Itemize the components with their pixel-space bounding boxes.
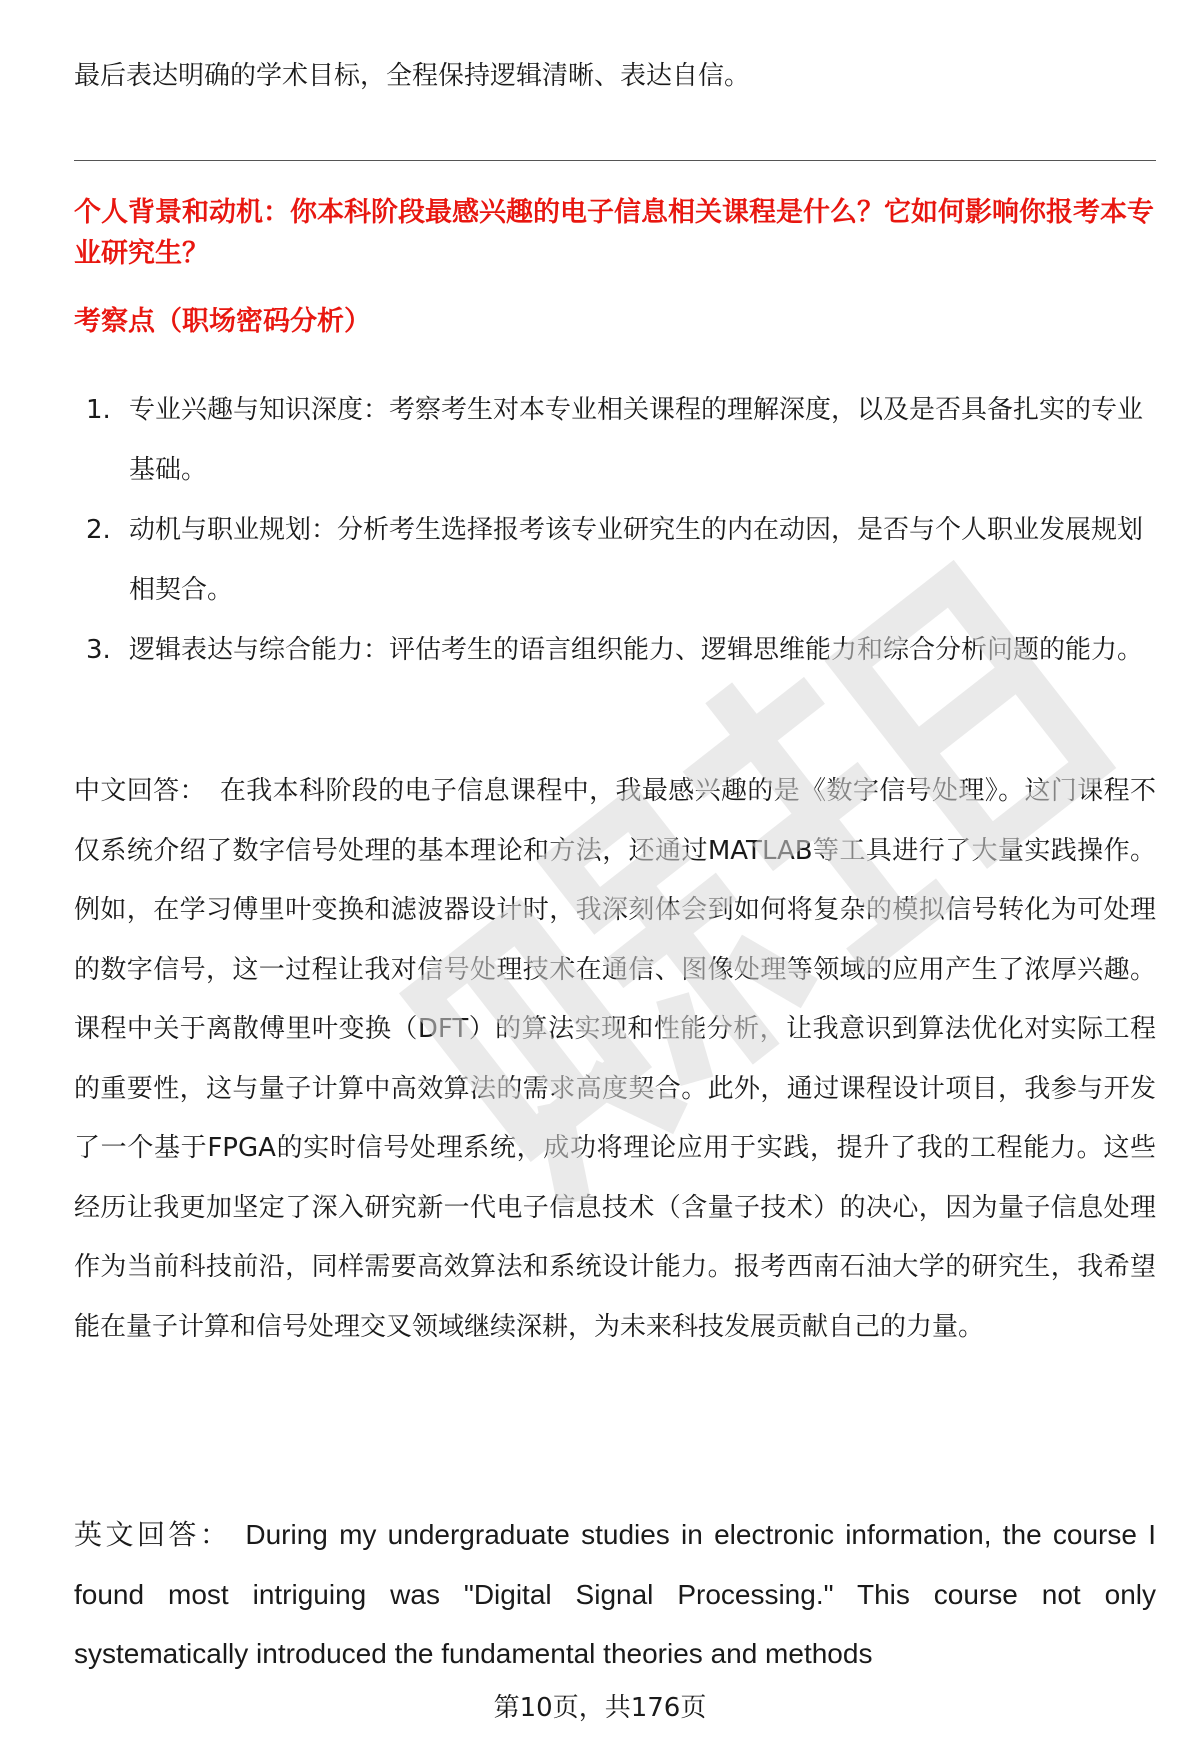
- list-item: [74, 380, 1156, 500]
- english-answer: [74, 1505, 1156, 1684]
- english-answer-text: During my undergraduate studies in electronic information, the course I found most intriguing was "Digital Signal Processing." This course not only systematically introduced the fundamental theories and methods: [74, 1519, 1156, 1669]
- evaluation-points-list: [74, 380, 1156, 680]
- intro-line: 最后表达明确的学术目标，全程保持逻辑清晰、表达自信。: [74, 61, 751, 91]
- english-answer-label: 英文回答：: [74, 1519, 232, 1550]
- list-item: [74, 620, 1156, 680]
- list-item-text: 动机与职业规划：分析考生选择报考该专业研究生的内在动因，是否与个人职业发展规划相契合。: [129, 515, 1144, 605]
- list-item: [74, 500, 1156, 620]
- chinese-answer-text: 在我本科阶段的电子信息课程中，我最感兴趣的是《数字信号处理》。这门课程不仅系统介绍了数字信号处理的基本理论和方法，还通过MATLAB等工具进行了大量实践操作。例如，在学习傅里叶变换和滤波器设计时，我深刻体会到如何将复杂的模拟信号转化为可处理的数字信号，这一过程让我对信号处理技术在通信、图像处理等领域的应用产生了浓厚兴趣。课程中关于离散傅里叶变换（DFT）的算法实现和性能分析，让我意识到算法优化对实际工程的重要性，这与量子计算中高效算法的需求高度契合。此外，通过课程设计项目，我参与开发了一个基于FPGA的实时信号处理系统，成功将理论应用于实践，提升了我的工程能力。这些经历让我更加坚定了深入研究新一代电子信息技术（含量子技术）的决心，因为量子信息处理作为当前科技前沿，同样需要高效算法和系统设计能力。报考西南石油大学的研究生，我希望能在量子计算和信号处理交叉领域继续深耕，为未来科技发展贡献自己的力量。: [74, 776, 1156, 1342]
- page-footer: 第10页，共176页: [493, 1693, 707, 1723]
- list-item-text: 逻辑表达与综合能力：评估考生的语言组织能力、逻辑思维能力和综合分析问题的能力。: [129, 635, 1144, 665]
- list-item-number: 2.: [86, 515, 111, 545]
- section-title: 考察点（职场密码分析）: [74, 306, 371, 337]
- question-heading: 个人背景和动机：你本科阶段最感兴趣的电子信息相关课程是什么？它如何影响你报考本专业研究生？: [74, 197, 1154, 269]
- document-page: [74, 0, 1156, 1755]
- chinese-answer: [74, 762, 1156, 1357]
- chinese-answer-label: 中文回答：: [74, 776, 206, 806]
- section-divider: [74, 160, 1156, 161]
- list-item-text: 专业兴趣与知识深度：考察考生对本专业相关课程的理解深度，以及是否具备扎实的专业基础。: [129, 395, 1144, 485]
- list-item-number: 1.: [86, 395, 111, 425]
- list-item-number: 3.: [86, 635, 111, 665]
